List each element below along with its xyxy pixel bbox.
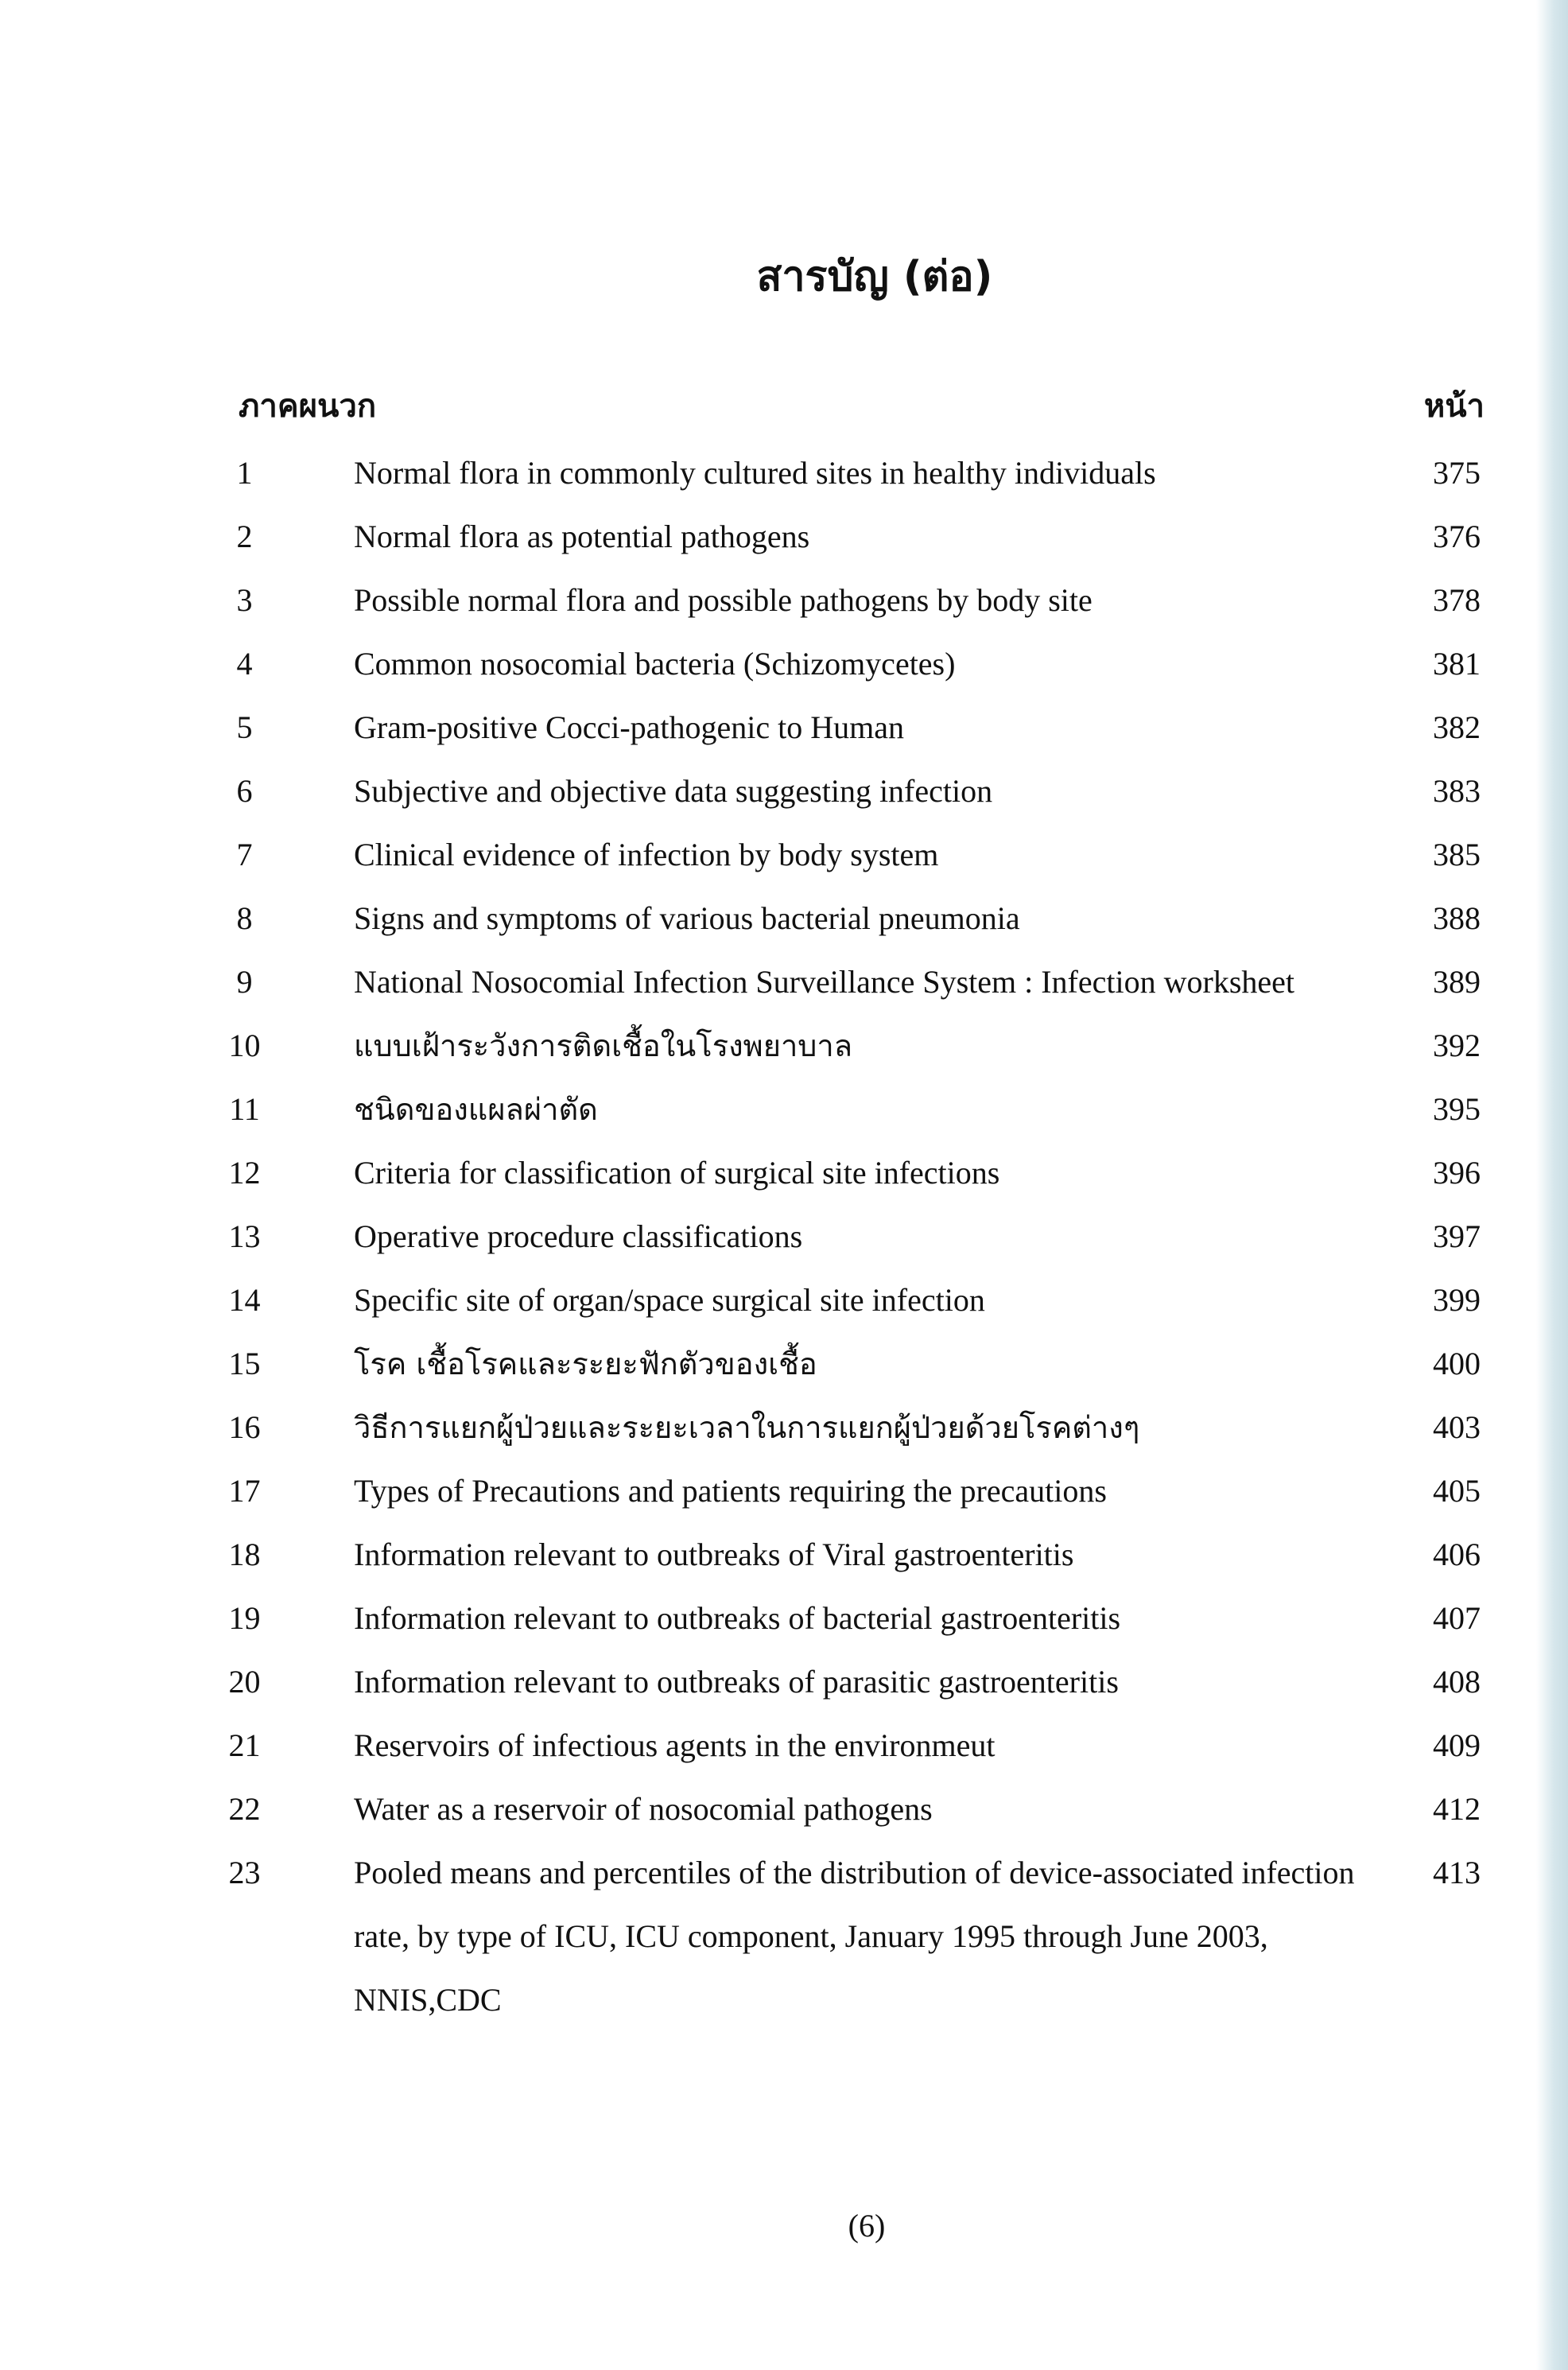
toc-entry-number: 5 xyxy=(236,709,253,745)
toc-entry xyxy=(0,1459,1568,1523)
toc-entry-page: 395 xyxy=(1433,1091,1481,1127)
toc-entry-title: Information relevant to outbreaks of Viral gastroenteritis xyxy=(354,1537,1074,1572)
toc-entry-number: 17 xyxy=(228,1473,261,1509)
toc-entry-title: Signs and symptoms of various bacterial pneumonia xyxy=(354,900,1020,936)
toc-entry-number: 14 xyxy=(228,1282,261,1318)
toc-entry xyxy=(0,1014,1568,1078)
toc-entry-title: National Nosocomial Infection Surveillance System : Infection worksheet xyxy=(354,964,1295,1000)
toc-entry-number: 19 xyxy=(228,1600,261,1636)
toc-entry-number: 18 xyxy=(228,1537,261,1572)
toc-entry-page: 396 xyxy=(1433,1155,1481,1191)
toc-entry xyxy=(0,1587,1568,1650)
toc-entry-page: 406 xyxy=(1433,1537,1481,1572)
toc-entry xyxy=(0,1205,1568,1269)
toc-entry xyxy=(0,1396,1568,1459)
toc-entry-page: 399 xyxy=(1433,1282,1481,1318)
toc-entry-page: 407 xyxy=(1433,1600,1481,1636)
toc-entry-title: Types of Precautions and patients requiring the precautions xyxy=(354,1473,1107,1509)
toc-entry xyxy=(0,696,1568,760)
toc-entry-number: 15 xyxy=(228,1346,261,1381)
toc-entry-number: 13 xyxy=(228,1218,261,1254)
toc-entry-title: Criteria for classification of surgical site infections xyxy=(354,1155,1000,1191)
toc-entry-title: Information relevant to outbreaks of parasitic gastroenteritis xyxy=(354,1664,1119,1700)
toc-entry-number: 22 xyxy=(228,1791,261,1827)
toc-entry-page: 397 xyxy=(1433,1218,1481,1254)
toc-entry-page: 388 xyxy=(1433,900,1481,936)
toc-entry-number: 4 xyxy=(236,646,253,682)
toc-entry-title: แบบเฝ้าระวังการติดเชื้อในโรงพยาบาล xyxy=(354,1028,853,1063)
toc-entry xyxy=(0,1141,1568,1205)
toc-entry-number: 20 xyxy=(228,1664,261,1700)
toc-entry xyxy=(0,1841,1568,2032)
toc-entry xyxy=(0,569,1568,632)
toc-entry-page: 408 xyxy=(1433,1664,1481,1700)
toc-entry xyxy=(0,887,1568,950)
toc-entry-title: Specific site of organ/space surgical site infection xyxy=(354,1282,985,1318)
toc-entry-number: 8 xyxy=(236,900,253,936)
toc-entry-title: Normal flora as potential pathogens xyxy=(354,519,810,554)
toc-entry-number: 3 xyxy=(236,582,253,618)
toc-entry-page: 412 xyxy=(1433,1791,1481,1827)
toc-entry-number: 1 xyxy=(236,455,253,491)
toc-entry-title: Operative procedure classifications xyxy=(354,1218,803,1254)
appendix-column-header: ภาคผนวก xyxy=(239,388,377,425)
toc-entry xyxy=(0,823,1568,887)
toc-entry-page: 382 xyxy=(1433,709,1481,745)
toc-entry-title: Pooled means and percentiles of the distribution of device-associated infection rate, by type of ICU, ICU component, January 1995 through June 2003, NNIS,CDC xyxy=(354,1855,1355,2018)
toc-entry-number: 21 xyxy=(228,1727,261,1763)
toc-entry-title: โรค เชื้อโรคและระยะฟักตัวของเชื้อ xyxy=(354,1346,817,1381)
toc-entry-title: Normal flora in commonly cultured sites in healthy individuals xyxy=(354,455,1156,491)
toc-entry-title: Gram-positive Cocci-pathogenic to Human xyxy=(354,709,905,745)
page-number-footer: (6) xyxy=(848,2208,886,2244)
toc-entry-page: 403 xyxy=(1433,1409,1481,1445)
toc-entry-number: 16 xyxy=(228,1409,261,1445)
toc-entry xyxy=(0,1332,1568,1396)
toc-entry xyxy=(0,1650,1568,1714)
toc-entry xyxy=(0,1269,1568,1332)
toc-entry-page: 383 xyxy=(1433,773,1481,809)
toc-entry-title: Possible normal flora and possible pathogens by body site xyxy=(354,582,1093,618)
toc-entry xyxy=(0,1778,1568,1841)
toc-entry-number: 12 xyxy=(228,1155,261,1191)
toc-entry-page: 413 xyxy=(1433,1855,1481,1890)
toc-entry-title: Common nosocomial bacteria (Schizomycetes) xyxy=(354,646,956,682)
page-column-header: หน้า xyxy=(1423,388,1485,425)
toc-entry-number: 23 xyxy=(228,1855,261,1890)
toc-entry xyxy=(0,1078,1568,1141)
toc-entry-title: ชนิดของแผลผ่าตัด xyxy=(354,1092,598,1127)
toc-entry-number: 10 xyxy=(228,1028,261,1063)
toc-entry-number: 9 xyxy=(236,964,253,1000)
toc-entry xyxy=(0,1523,1568,1587)
toc-entry xyxy=(0,950,1568,1014)
toc-entry-title: Clinical evidence of infection by body system xyxy=(354,837,939,872)
toc-entry-title: Subjective and objective data suggesting infection xyxy=(354,773,993,809)
toc-entry-title: วิธีการแยกผู้ป่วยและระยะเวลาในการแยกผู้ป่วยด้วยโรคต่างๆ xyxy=(354,1410,1140,1445)
toc-entry-page: 375 xyxy=(1433,455,1481,491)
toc-entry-page: 392 xyxy=(1433,1028,1481,1063)
page-title: สารบัญ (ต่อ) xyxy=(756,253,993,301)
toc-entry xyxy=(0,1714,1568,1778)
toc-entry-page: 376 xyxy=(1433,519,1481,554)
toc-entry-page: 381 xyxy=(1433,646,1481,682)
toc-entry-page: 385 xyxy=(1433,837,1481,872)
toc-entry-page: 409 xyxy=(1433,1727,1481,1763)
toc-entry-number: 2 xyxy=(236,519,253,554)
toc-entry-title: Information relevant to outbreaks of bacterial gastroenteritis xyxy=(354,1600,1121,1636)
toc-entry xyxy=(0,760,1568,823)
toc-entry xyxy=(0,441,1568,505)
toc-entry-number: 11 xyxy=(229,1091,260,1127)
toc-entry xyxy=(0,505,1568,569)
toc-entry-number: 6 xyxy=(236,773,253,809)
toc-list xyxy=(0,441,1568,2032)
toc-entry-page: 389 xyxy=(1433,964,1481,1000)
toc-entry-page: 400 xyxy=(1433,1346,1481,1381)
toc-entry-title: Water as a reservoir of nosocomial pathogens xyxy=(354,1791,933,1827)
toc-entry-page: 378 xyxy=(1433,582,1481,618)
toc-entry xyxy=(0,632,1568,696)
toc-entry-number: 7 xyxy=(236,837,253,872)
toc-entry-title: Reservoirs of infectious agents in the environmeut xyxy=(354,1727,996,1763)
toc-entry-page: 405 xyxy=(1433,1473,1481,1509)
